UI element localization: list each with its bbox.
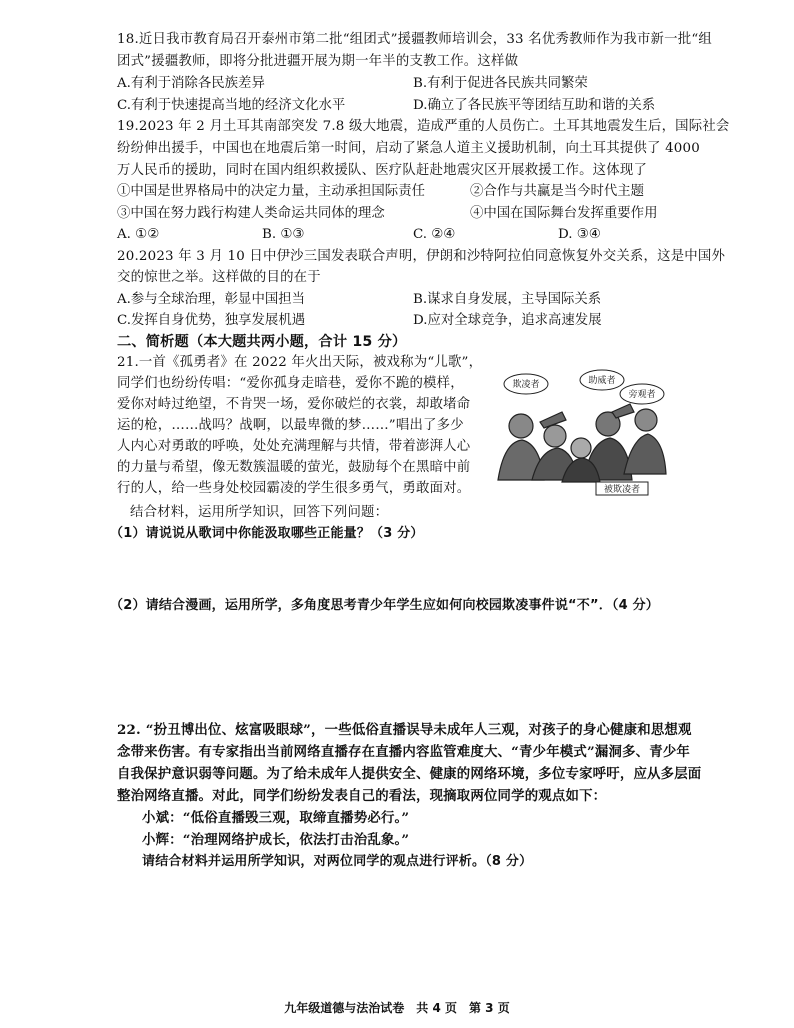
q22-material-line-1: 22. “扮丑博出位、炫富吸眼球”，一些低俗直播误导未成年人三观，对孩子的身心健康和思想观 — [117, 722, 692, 738]
label-bystander: 旁观者 — [628, 390, 656, 400]
q22-view-xiaohui: 小辉：“治理网络护成长，依法打击治乱象。” — [142, 832, 410, 848]
q18-option-c: C.有利于快速提高当地的经济文化水平 — [117, 98, 346, 113]
q19-stem-line-1: 19.2023 年 2 月土耳其南部突发 7.8 级大地震，造成严重的人员伤亡。土耳其地震发生后，国际社会 — [117, 119, 730, 134]
q19-statement-4: ④中国在国际舞台发挥重要作用 — [470, 206, 658, 221]
page-footer: 九年级道德与法治试卷 共 4 页 第 3 页 — [284, 1001, 510, 1015]
q18-stem-line-1: 18.近日我市教育局召开泰州市第二批“组团式”援疆教师培训会，33 名优秀教师作为我市新一批“组 — [117, 32, 712, 47]
q19-option-a: A. ①② — [117, 227, 160, 242]
q21-material-line-2: 同学们也纷纷传唱：“爱你孤身走暗巷，爱你不跪的模样， — [117, 376, 464, 391]
q22-material-line-2: 念带来伤害。有专家指出当前网络直播存在直播内容监管难度大、“青少年模式”漏洞多、青少年 — [117, 744, 691, 760]
q20-option-c: C.发挥自身优势，独享发展机遇 — [117, 313, 306, 328]
q21-material-line-5: 人内心对勇敢的呼唤，处处充满理解与共情，带着澎湃人心 — [117, 439, 471, 454]
q21-subquestion-2: （2）请结合漫画，运用所学，多角度思考青少年学生应如何向校园欺凌事件说“不”．（4 分） — [110, 598, 660, 613]
q21-material-line-4: 运的枪，……战吗？战啊，以最卑微的梦……”唱出了多少 — [117, 418, 464, 433]
q18-stem-line-2: 团式”援疆教师，即将分批进疆开展为期一年半的支教工作。这样做 — [117, 54, 519, 69]
q21-material-line-1: 21.一首《孤勇者》在 2022 年火出天际，被戏称为“儿歌”， — [117, 355, 483, 370]
q19-stem-line-2: 纷纷伸出援手，中国也在地震后第一时间，启动了紧急人道主义援助机制，向土耳其提供了 4000 — [117, 141, 700, 156]
q20-stem-line-1: 20.2023 年 3 月 10 日中伊沙三国发表联合声明，伊朗和沙特阿拉伯同意恢复外交关系，这是中国外 — [117, 249, 726, 264]
q18-option-d: D.确立了各民族平等团结互助和谐的关系 — [413, 98, 656, 113]
q22-view-xiaobin: 小斌：“低俗直播毁三观，取缔直播势必行。” — [142, 810, 410, 826]
section-heading: 二、简析题（本大题共两小题，合计 15 分） — [117, 334, 407, 350]
q21-instruction: 结合材料，运用所学知识，回答下列问题： — [130, 505, 389, 520]
label-victim: 被欺凌者 — [603, 485, 641, 495]
q19-option-c: C. ②④ — [413, 227, 456, 242]
q19-statement-1: ①中国是世界格局中的决定力量，主动承担国际责任 — [117, 184, 425, 199]
q20-option-d: D.应对全球竞争，追求高速发展 — [413, 313, 602, 328]
q20-option-a: A.参与全球治理，彰显中国担当 — [117, 292, 306, 307]
q21-subquestion-1: （1）请说说从歌词中你能汲取哪些正能量？（3 分） — [110, 526, 424, 541]
q19-stem-line-3: 万人民币的援助，同时在国内组织救援队、医疗队赶赴地震灾区开展救援工作。这体现了 — [117, 163, 648, 178]
q22-material-line-3: 自我保护意识弱等问题。为了给未成年人提供安全、健康的网络环境，多位专家呼吁，应从多层面 — [117, 766, 702, 782]
q20-stem-line-2: 交的惊世之举。这样做的目的在于 — [117, 270, 321, 285]
q22-task: 请结合材料并运用所学知识，对两位同学的观点进行评析。（8 分） — [142, 854, 533, 869]
q20-option-b: B.谋求自身发展，主导国际关系 — [413, 292, 602, 307]
q21-material-line-6: 的力量与希望，像无数簇温暖的萤光，鼓励每个在黑暗中前 — [117, 460, 471, 475]
q19-option-b: B. ①③ — [262, 227, 305, 242]
bullying-cartoon — [492, 362, 668, 497]
q19-statement-3: ③中国在努力践行构建人类命运共同体的理念 — [117, 206, 385, 221]
q19-statement-2: ②合作与共赢是当今时代主题 — [470, 184, 645, 199]
q18-option-a: A.有利于消除各民族差异 — [117, 76, 265, 91]
q18-option-b: B.有利于促进各民族共同繁荣 — [413, 76, 588, 91]
label-helper: 助威者 — [588, 376, 616, 386]
q21-material-line-3: 爱你对峙过绝望，不肯哭一场，爱你破烂的衣裳，却敢堵命 — [117, 397, 471, 412]
q19-option-d: D. ③④ — [558, 227, 601, 242]
q21-material-line-7: 行的人，给一些身处校园霸凌的学生很多勇气，勇敢面对。 — [117, 481, 471, 496]
q22-material-line-4: 整治网络直播。对此，同学们纷纷发表自己的看法，现摘取两位同学的观点如下： — [117, 788, 607, 804]
label-bully: 欺凌者 — [512, 380, 540, 390]
